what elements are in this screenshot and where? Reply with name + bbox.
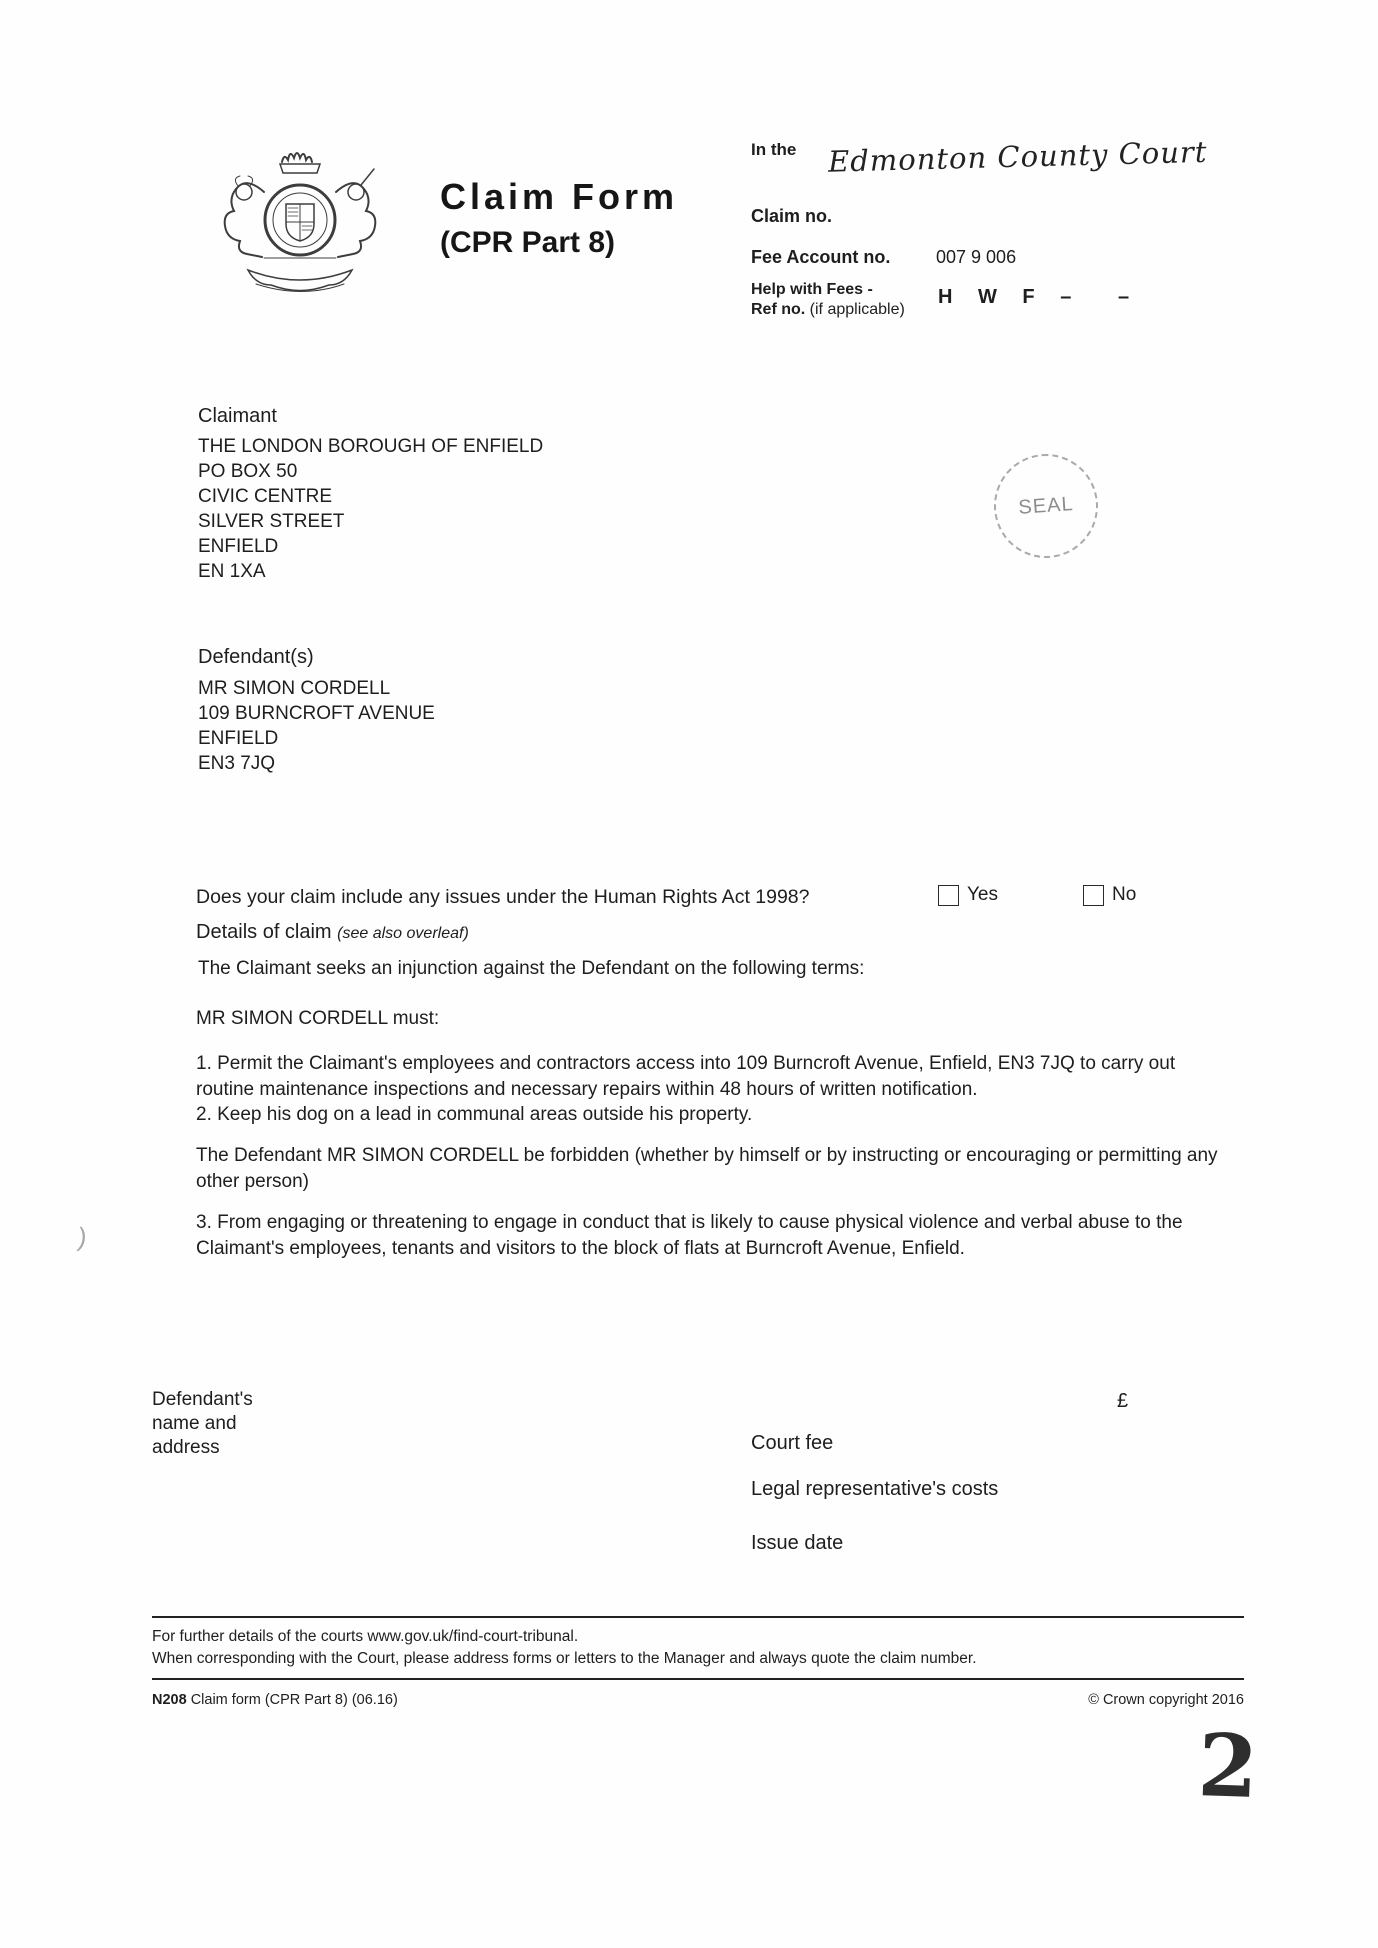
form-reference [152, 1692, 398, 1708]
scan-artifact: ) [76, 1221, 89, 1253]
address-line: EN 1XA [198, 561, 266, 582]
hra-yes-option [938, 884, 998, 906]
fee-account-label: Fee Account no. [751, 247, 891, 267]
forbidden-clause: The Defendant MR SIMON CORDELL be forbidden (whether by himself or by instructing or encouraging or permitting any other person) [196, 1145, 1218, 1192]
footer-divider-bottom [152, 1678, 1244, 1680]
defendant-name: MR SIMON CORDELL [198, 678, 391, 699]
currency-pound-label: £ [1117, 1390, 1129, 1412]
ref-no-note: (if applicable) [805, 301, 905, 318]
claimant-name: THE LONDON BOROUGH OF ENFIELD [198, 436, 544, 457]
claim-term-3: 3. From engaging or threatening to engage in conduct that is likely to cause physical violence and verbal abuse to the Claimant's employees, tenants and visitors to the block of flats at Burncroft Avenue, Enfield. [196, 1212, 1183, 1259]
claim-intro: The Claimant seeks an injunction against the Defendant on the following terms: [198, 958, 865, 979]
royal-coat-of-arms-icon [194, 138, 394, 310]
hra-no-checkbox[interactable] [1083, 885, 1104, 906]
claim-term-1: 1. Permit the Claimant's employees and contractors access into 109 Burncroft Avenue, Enfield, EN3 7JQ to carry out routine maintenance inspections and necessary repairs within 48 hours of written notification. [196, 1053, 1176, 1100]
form-title: Claim Form [440, 176, 679, 217]
address-line: EN3 7JQ [198, 753, 276, 774]
address-line: CIVIC CENTRE [198, 486, 333, 507]
details-heading-note: (see also overleaf) [337, 925, 469, 942]
claimant-label: Claimant [198, 405, 277, 427]
form-reference-text: Claim form (CPR Part 8) (06.16) [186, 1692, 398, 1708]
claim-term-2: 2. Keep his dog on a lead in communal areas outside his property. [196, 1104, 753, 1125]
address-line: ENFIELD [198, 728, 279, 749]
hra-no-label: No [1112, 884, 1137, 905]
ref-no-label: Ref no. [751, 301, 806, 318]
court-fee-label: Court fee [751, 1432, 834, 1454]
defendant-label: Defendant(s) [198, 646, 314, 668]
footer-note-1: For further details of the courts www.gov.uk/find-court-tribunal. [152, 1628, 579, 1645]
legal-costs-label: Legal representative's costs [751, 1478, 999, 1500]
defendant-must-line: MR SIMON CORDELL must: [196, 1008, 440, 1029]
help-with-fees-label: Help with Fees - [751, 281, 873, 298]
address-line: 109 BURNCROFT AVENUE [198, 703, 435, 724]
claim-no-label: Claim no. [751, 206, 833, 226]
page-number-handwritten: 2 [1196, 1714, 1260, 1819]
claim-terms-1-2 [196, 1051, 1238, 1128]
details-heading-text: Details of claim [196, 921, 338, 943]
help-with-fees-value: H W F – [938, 286, 1082, 308]
form-number: N208 [152, 1692, 187, 1708]
form-subtitle: (CPR Part 8) [440, 226, 616, 259]
court-seal-stamp [990, 450, 1101, 561]
address-line: PO BOX 50 [198, 461, 298, 482]
defendant-name-address-label: Defendant's name and address [152, 1389, 253, 1458]
court-name-handwritten: Edmonton County Court [827, 134, 1208, 179]
hra-yes-checkbox[interactable] [938, 885, 959, 906]
defendant-address [198, 676, 435, 776]
crown-copyright: © Crown copyright 2016 [1088, 1692, 1244, 1708]
details-of-claim-heading [196, 921, 469, 944]
hra-question: Does your claim include any issues under the Human Rights Act 1998? [196, 886, 810, 908]
fee-account-value: 007 9 006 [936, 247, 1017, 267]
hra-yes-label: Yes [967, 884, 998, 905]
hra-no-option [1083, 884, 1136, 906]
address-line: SILVER STREET [198, 511, 345, 532]
address-line: ENFIELD [198, 536, 279, 557]
footer-note-2: When corresponding with the Court, please address forms or letters to the Manager and always quote the claim number. [152, 1650, 977, 1667]
help-with-fees-dash: – [1118, 286, 1130, 308]
issue-date-label: Issue date [751, 1532, 844, 1554]
form-title-block [440, 176, 678, 260]
seal-label: SEAL [1017, 492, 1075, 519]
help-with-fees-ref-label [751, 301, 905, 319]
in-the-label: In the [751, 140, 797, 159]
claimant-address [198, 434, 543, 584]
footer-divider-top [152, 1616, 1244, 1618]
